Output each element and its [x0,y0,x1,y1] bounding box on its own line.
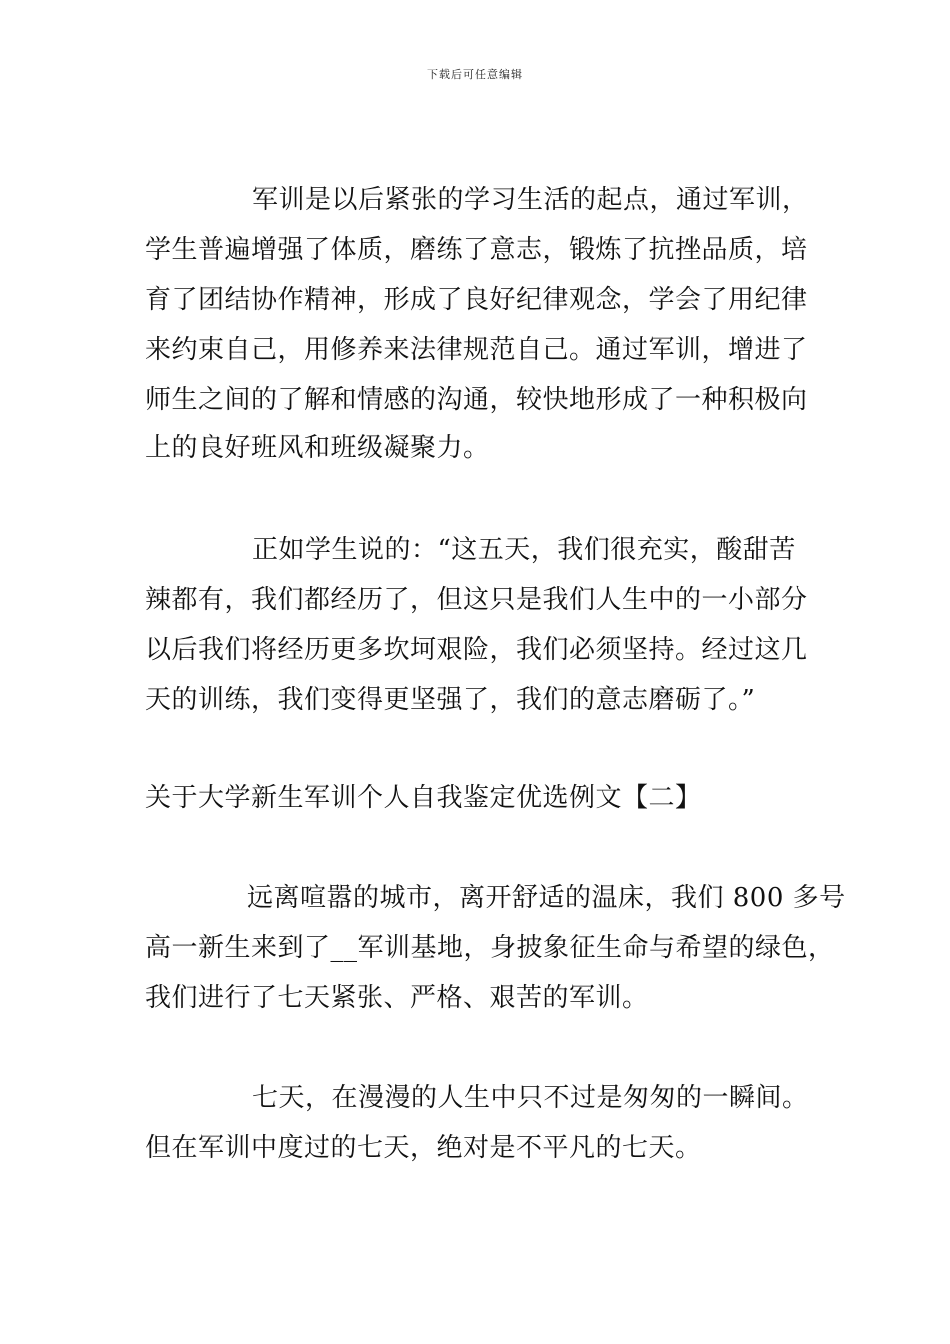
paragraph-1-line-2: 学生普遍增强了体质，磨练了意志，锻炼了抗挫品质，培 [145,235,808,265]
page-header: 下载后可任意编辑 [427,68,523,81]
paragraph-1-line-5: 师生之间的了解和情感的沟通，较快地形成了一种积极向 [145,385,808,415]
paragraph-1-line-4: 来约束自己，用修养来法律规范自己。通过军训，增进了 [145,335,808,365]
paragraph-2-line-1: 正如学生说的：“这五天，我们很充实，酸甜苦 [252,535,796,565]
paragraph-2-line-3: 以后我们将经历更多坎坷艰险，我们必须坚持。经过这几 [145,635,808,665]
paragraph-2-line-4: 天的训练，我们变得更坚强了，我们的意志磨砺了。” [145,685,756,715]
paragraph-1-line-1: 军训是以后紧张的学习生活的起点，通过军训， [252,185,809,215]
paragraph-3-line-1: 远离喧嚣的城市，离开舒适的温床，我们 800 多号 [247,883,846,913]
paragraph-2-line-2: 辣都有，我们都经历了，但这只是我们人生中的一小部分 [145,585,808,615]
paragraph-4-line-2: 但在军训中度过的七天，绝对是不平凡的七天。 [145,1133,702,1163]
paragraph-1-line-3: 育了团结协作精神，形成了良好纪律观念，学会了用纪律 [145,285,808,315]
paragraph-3-line-2: 高一新生来到了__军训基地，身披象征生命与希望的绿色， [145,933,835,963]
paragraph-3-line-3: 我们进行了七天紧张、严格、艰苦的军训。 [145,983,649,1013]
section-heading: 关于大学新生军训个人自我鉴定优选例文【二】 [145,783,702,813]
paragraph-1-line-6: 上的良好班风和班级凝聚力。 [145,433,490,463]
paragraph-4-line-1: 七天，在漫漫的人生中只不过是匆匆的一瞬间。 [252,1083,809,1113]
